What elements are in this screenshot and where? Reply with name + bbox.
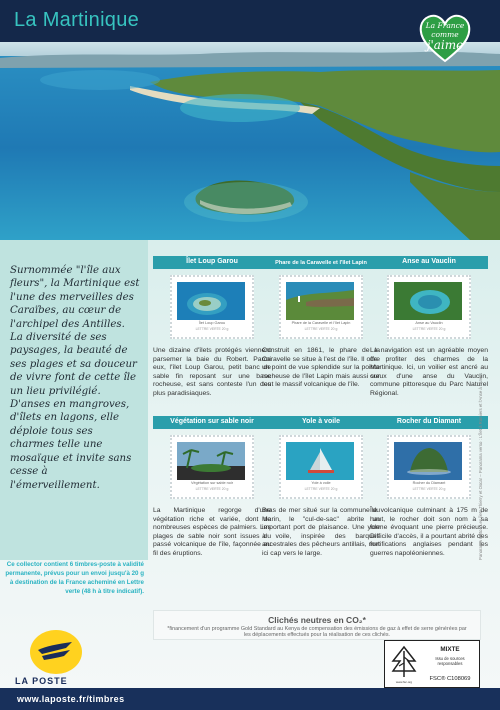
stamp-card-diamant xyxy=(370,416,488,559)
stamp xyxy=(170,435,254,499)
stamp-caption: Végétation sur sable noir xyxy=(190,481,233,485)
stamp-image xyxy=(394,442,462,480)
badge-line1: La France xyxy=(425,21,465,30)
stamp-value: LETTRE VERTE 20 g xyxy=(412,487,446,491)
eco-text: *financement d'un programme Gold Standard au Kenya de compensation des émissions de gaz à effet de serre générées par les déplacements effectués pour la réalisation de ces clichés. xyxy=(167,626,467,639)
stamp-value: LETTRE VERTE 20 g xyxy=(304,487,338,491)
stamp-title: Anse au Vauclin xyxy=(370,256,488,269)
stamp-caption: Rocher du Diamant xyxy=(412,481,446,485)
fsc-site: www.fsc.org xyxy=(395,680,413,684)
stamp-caption: Phare de la Caravelle et l'îlet Lapin xyxy=(291,321,351,325)
stamp-value: LETTRE VERTE 20 g xyxy=(304,327,338,331)
stamp-description: Une dizaine d'îlets protégés viennent parsemer la baie du Robert. Parmi eux, l'îlet Loup Garou, petit banc de sable fin reposant sur une base rocheuse, est sans conteste l'un des plus paradisiaques. xyxy=(153,347,271,397)
stamp-description: La Martinique regorge d'une végétation riche et variée, dont de nombreuses espèces de palmiers. Les plages de sable noir sont issues du passé volcanique de l'île, façonnée au fil des éruptions. xyxy=(153,507,271,557)
stamp-title: Yole à voile xyxy=(262,416,380,429)
footer-url-link[interactable]: www.laposte.fr/timbres xyxy=(17,694,125,704)
fsc-sources: Issu de sources responsables xyxy=(435,656,465,666)
stamp-card-yole xyxy=(262,416,380,559)
stamp-title: Végétation sur sable noir xyxy=(153,416,271,429)
france-badge xyxy=(417,9,473,65)
photo-credit: Panorama recto : Les îlets Thierry et Oscar – Panorama verso : L'îlet à Ramiers et l'Anse à l'Âne xyxy=(478,376,483,560)
stamp-title: Phare de la Caravelle et l'îlet Lapin xyxy=(262,256,380,269)
stamp-card-vauclin xyxy=(370,256,488,399)
stamp-caption: Anse au Vauclin xyxy=(415,321,443,325)
stamp xyxy=(279,275,363,339)
badge-line2: comme xyxy=(431,30,459,39)
stamp-card-caravelle xyxy=(262,256,380,390)
stamp-image xyxy=(286,282,354,320)
fsc-mixte: MIXTE xyxy=(440,646,460,653)
stamp-description: Bras de mer situé sur la commune du Marin, le "cul-de-sac" abrite un important port de plaisance. Une yole à voile, inspirée des barques ancestrales des pêcheurs antillais, met ici cap vers le large. xyxy=(262,507,380,557)
fsc-tree-icon xyxy=(389,645,419,683)
stamp-image xyxy=(394,282,462,320)
stamp-card-loup-garou xyxy=(153,256,271,399)
eco-title: Clichés neutres en CO₂* xyxy=(268,615,366,625)
stamp-caption: Yole à voile xyxy=(311,481,331,485)
stamp-caption: Îlet Loup Garou xyxy=(198,321,226,325)
stamp xyxy=(387,435,471,499)
aerial-photo xyxy=(0,42,500,240)
la-poste-logo xyxy=(28,628,84,676)
stamp-description: La navigation est un agréable moyen de profiter des charmes de la Martinique. Ici, un voilier est ancré au creux d'une anse du Vauclin, commune pittoresque du Parc Naturel Régional. xyxy=(370,347,488,397)
footer-bar xyxy=(0,688,500,710)
stamp-value: LETTRE VERTE 20 g xyxy=(195,327,229,331)
la-poste-bird-icon xyxy=(28,628,84,676)
stamp xyxy=(279,435,363,499)
stamp-image xyxy=(177,442,245,480)
stamp-card-vegetation xyxy=(153,416,271,559)
stamp-value: LETTRE VERTE 20 g xyxy=(412,327,446,331)
stamp-description: Île volcanique culminant à 175 m de haut, le rocher doit son nom à sa forme évoquant une pierre précieuse. Difficile d'accès, il a pourtant abrité des fortifications anglaises pendant les guerres napoléoniennes. xyxy=(370,507,488,557)
stamp xyxy=(170,275,254,339)
stamp-value: LETTRE VERTE 20 g xyxy=(195,487,229,491)
stamp-image xyxy=(286,442,354,480)
stamp-image xyxy=(177,282,245,320)
fsc-label xyxy=(384,640,480,688)
collector-info: Ce collector contient 6 timbres-poste à validité permanente, prévus pour un envoi jusqu'à 20 g à destination de la France acheminé en Lettre verte (48 h à titre indicatif). xyxy=(5,561,144,595)
badge-line3: j'aime xyxy=(426,38,464,52)
stamp-title: Îlet Loup Garou xyxy=(153,256,271,269)
co2-neutral-box xyxy=(153,610,481,640)
intro-text: Surnommée "l'île aux fleurs", la Martinique est l'une des merveilles des Caraïbes, au cœur de l'archipel des Antilles. La diversité de ses paysages, la beauté de ses plages et sa douceur de vivre font de cette île un lieu privilégié. D'anses en mangroves, d'îlets en lagons, elle déploie tous ses charmes telle une mosaïque et invite sans cesse à l'émerveillement. xyxy=(10,265,140,491)
stamp-title: Rocher du Diamant xyxy=(370,416,488,429)
fsc-code: FSC® C108069 xyxy=(429,676,471,682)
island-panorama-image xyxy=(0,42,500,240)
stamp-description: Construit en 1861, le phare de la Caravelle se situe à l'est de l'île. Il offre un point de vue splendide sur la pointe rocheuse de l'îlet Lapin mais aussi sur tout le massif volcanique de l'île. xyxy=(262,347,380,389)
page-title: La Martinique xyxy=(14,9,140,31)
la-poste-name: LA POSTE xyxy=(15,676,68,686)
stamp xyxy=(387,275,471,339)
